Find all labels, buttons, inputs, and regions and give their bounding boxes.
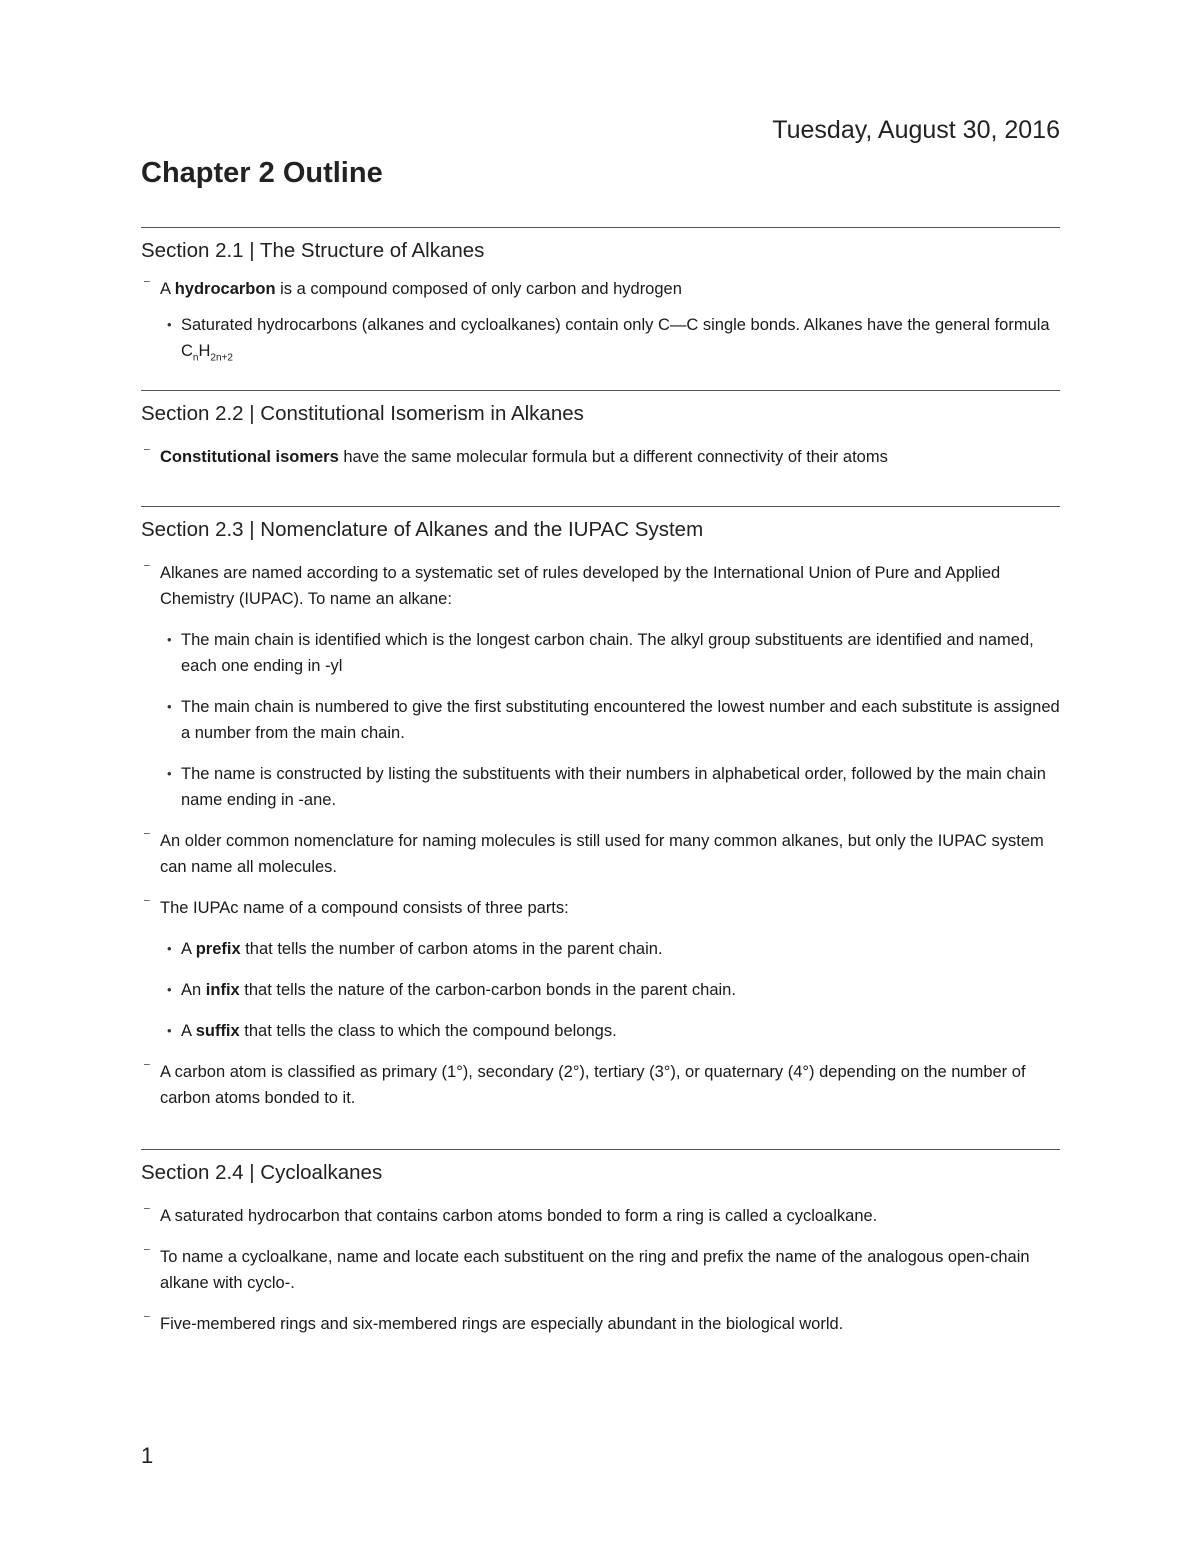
list-item: ⁻ A hydrocarbon is a compound composed of only carbon and hydrogen [141, 276, 1060, 302]
bullet-marker: • [167, 982, 172, 997]
list-item: ⁻ To name a cycloalkane, name and locate each substituent on the ring and prefix the name of the analogous open-chain alkane with cyclo-. [141, 1244, 1060, 1296]
page-title: Chapter 2 Outline [141, 157, 383, 189]
dash-marker: ⁻ [143, 444, 151, 461]
list-item: ⁻ An older common nomenclature for naming molecules is still used for many common alkanes, but only the IUPAC system can name all molecules. [141, 828, 1060, 880]
bullet-marker: • [167, 317, 172, 332]
bullet-marker: • [167, 766, 172, 781]
section-2-2 [141, 390, 1060, 470]
dash-marker: ⁻ [143, 1244, 151, 1261]
list-item: • The main chain is identified which is the longest carbon chain. The alkyl group substituents are identified and named, each one ending in -yl [141, 627, 1060, 679]
page-number: 1 [141, 1443, 154, 1468]
term-prefix: prefix [195, 940, 241, 958]
list-item: ⁻ Alkanes are named according to a systematic set of rules developed by the International Union of Pure and Applied Chemistry (IUPAC). To name an alkane: [141, 560, 1060, 612]
bullet-marker: • [167, 632, 172, 647]
list-item: • The name is constructed by listing the substituents with their numbers in alphabetical order, followed by the main chain name ending in -ane. [141, 761, 1060, 813]
section-title: Section 2.3 | Nomenclature of Alkanes and the IUPAC System [141, 518, 704, 541]
dash-marker: ⁻ [143, 895, 151, 912]
dash-marker: ⁻ [143, 828, 151, 845]
term-constitutional-isomers: Constitutional isomers [160, 448, 339, 466]
dash-marker: ⁻ [143, 1059, 151, 1076]
dash-marker: ⁻ [143, 276, 151, 293]
list-item: • The main chain is numbered to give the first substituting encountered the lowest number and each substitute is assigned a number from the main chain. [141, 694, 1060, 746]
section-2-1 [141, 227, 1060, 371]
section-title: Section 2.1 | The Structure of Alkanes [141, 239, 485, 262]
document-date: Tuesday, August 30, 2016 [772, 116, 1060, 144]
section-title: Section 2.2 | Constitutional Isomerism in Alkanes [141, 402, 584, 425]
term-suffix: suffix [195, 1022, 240, 1040]
term-hydrocarbon: hydrocarbon [174, 280, 276, 298]
list-item: • An infix that tells the nature of the carbon-carbon bonds in the parent chain. [141, 977, 1060, 1003]
section-2-3 [141, 506, 1060, 1111]
section-title: Section 2.4 | Cycloalkanes [141, 1161, 383, 1184]
list-item: • A suffix that tells the class to which the compound belongs. [141, 1018, 1060, 1044]
term-infix: infix [205, 981, 240, 999]
bullet-marker: • [167, 699, 172, 714]
section-2-4 [141, 1149, 1060, 1337]
dash-marker: ⁻ [143, 560, 151, 577]
list-item: ⁻ The IUPAc name of a compound consists of three parts: [141, 895, 1060, 921]
dash-marker: ⁻ [143, 1203, 151, 1220]
bullet-marker: • [167, 1023, 172, 1038]
list-item: ⁻ Constitutional isomers have the same molecular formula but a different connectivity of their atoms [141, 444, 1060, 470]
list-item: ⁻ Five-membered rings and six-membered rings are especially abundant in the biological world. [141, 1311, 1060, 1337]
list-item: ⁻ A carbon atom is classified as primary (1°), secondary (2°), tertiary (3°), or quaternary (4°) depending on the number of carbon atoms bonded to it. [141, 1059, 1060, 1111]
list-item: ⁻ A saturated hydrocarbon that contains carbon atoms bonded to form a ring is called a cycloalkane. [141, 1203, 1060, 1229]
dash-marker: ⁻ [143, 1311, 151, 1328]
list-item: • Saturated hydrocarbons (alkanes and cycloalkanes) contain only C—C single bonds. Alkanes have the general formula $C_nH_{2n+2}$ [141, 312, 1060, 371]
list-item: • A prefix that tells the number of carbon atoms in the parent chain. [141, 936, 1060, 962]
bullet-marker: • [167, 941, 172, 956]
